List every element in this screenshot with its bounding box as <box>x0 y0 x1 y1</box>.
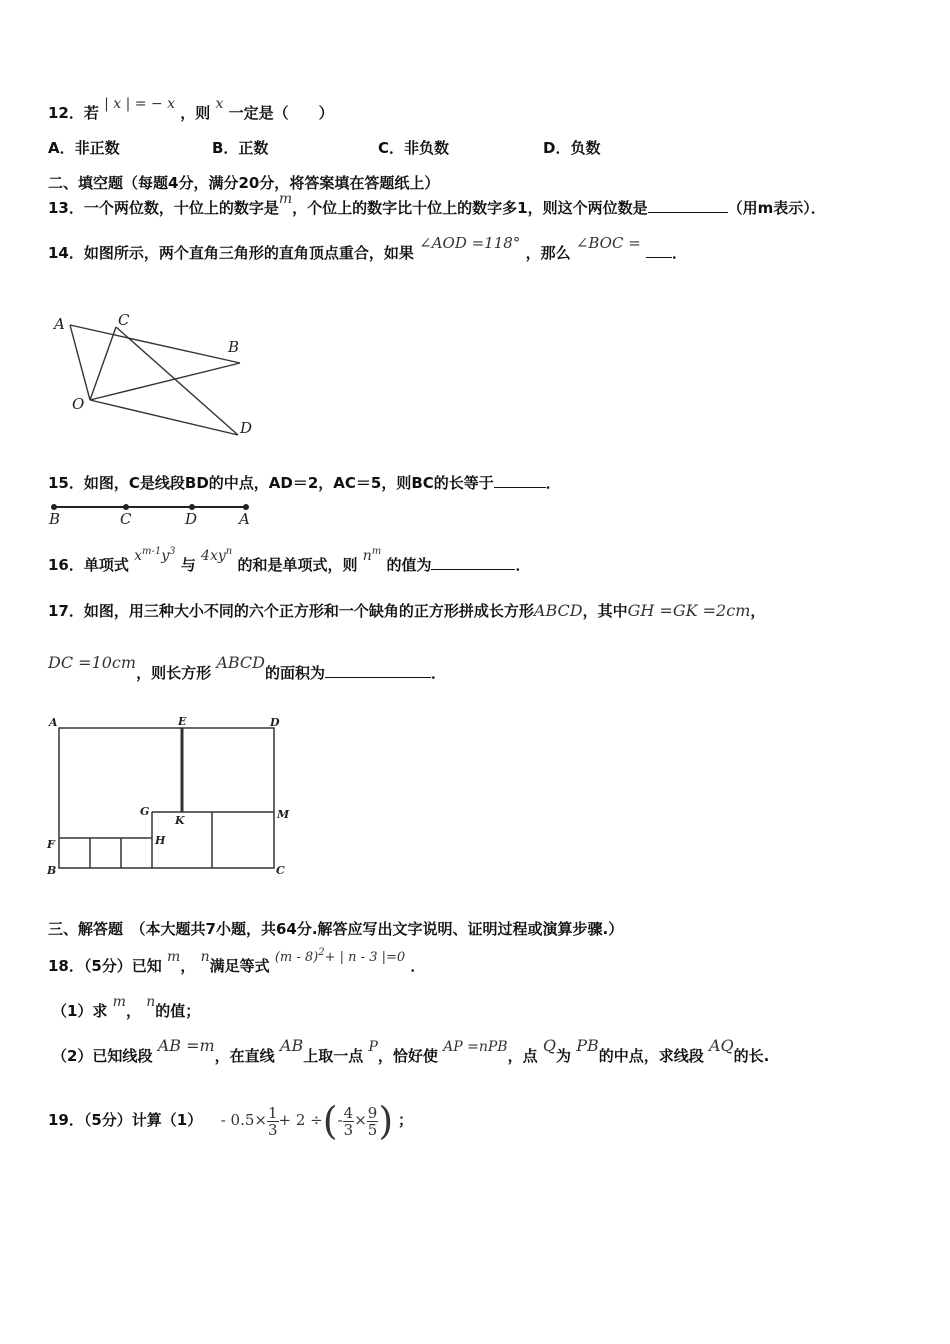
label-a: A <box>239 510 250 528</box>
p2-text-h: 的长. <box>733 1047 770 1065</box>
q12-mid: ，则 <box>180 104 211 122</box>
label-b: B <box>228 338 240 356</box>
expr-ab-m: AB =m <box>157 1036 215 1055</box>
label-b: B <box>49 510 61 528</box>
q19-stem <box>48 1098 413 1143</box>
numerator: 9 <box>367 1103 378 1122</box>
q17-part-e: 的面积为 <box>265 664 326 682</box>
label-k: K <box>175 814 185 827</box>
segment-ob <box>90 363 240 400</box>
label-c: C <box>276 864 285 877</box>
q17-stem-1 <box>48 600 765 621</box>
expr-minus: - <box>337 1111 343 1129</box>
q16-stem <box>48 546 531 575</box>
q18-stem <box>48 947 426 976</box>
abs-expression: | x | = − x <box>104 96 176 112</box>
label-d: D <box>270 716 280 729</box>
condition-dc: DC =10cm <box>48 653 137 672</box>
expr-plus-2-div: + 2 ÷ <box>278 1111 323 1129</box>
label-a: A <box>54 315 65 333</box>
label-h: H <box>155 834 166 847</box>
right-paren: ) <box>378 1099 394 1143</box>
segment-od <box>90 400 238 435</box>
q19-end: ； <box>397 1111 413 1129</box>
q15-stem <box>48 472 561 493</box>
p1-text-b: 的值； <box>155 1002 201 1020</box>
rect-outline <box>59 728 274 868</box>
fraction-9-5 <box>367 1105 379 1138</box>
q16-part-c: 的和是单项式，则 <box>237 556 358 574</box>
denominator: 5 <box>367 1120 378 1139</box>
var-x: x <box>215 96 224 112</box>
exp-n: n <box>225 546 233 557</box>
term-x: x <box>134 548 143 564</box>
q13-stem <box>48 191 826 218</box>
q18-end: ． <box>410 957 426 975</box>
eq-abs-part: + | n - 3 |=0 <box>324 950 406 965</box>
q15-end: ． <box>545 474 561 492</box>
q18-part-b: 满足等式 <box>209 957 270 975</box>
exp-3: 3 <box>169 546 176 557</box>
q14-part-b: ，那么 <box>525 244 571 262</box>
monomial-2 <box>201 548 232 564</box>
answer-blank[interactable] <box>431 557 515 570</box>
var-n: n <box>146 994 156 1010</box>
q18-part-1 <box>52 994 201 1021</box>
q18-part-2 <box>52 1036 770 1066</box>
separator: ， <box>180 957 196 975</box>
term-4xy: 4xy <box>201 548 226 564</box>
q15-text: 15．如图，C是线段BD的中点，AD＝2，AC＝5，则BC的长等于 <box>48 474 494 492</box>
q17-part-b: ，其中 <box>582 602 628 620</box>
p2-text-g: 的中点，求线段 <box>598 1047 704 1065</box>
p2-text-f: 为 <box>555 1047 571 1065</box>
segment-cd <box>116 327 238 435</box>
expr-aq: AQ <box>709 1036 734 1055</box>
rect-abcd-2: ABCD <box>216 653 265 672</box>
label-m: M <box>277 808 290 821</box>
q13-part-a: 13．一个两位数，十位上的数字是 <box>48 199 279 217</box>
expr-ab: AB <box>279 1036 304 1055</box>
fraction-4-3 <box>343 1105 355 1138</box>
expression <box>220 1099 398 1143</box>
answer-blank[interactable] <box>648 200 728 213</box>
expr-pb: PB <box>576 1036 599 1055</box>
q17-stem-2 <box>48 653 447 683</box>
q16-part-a: 16．单项式 <box>48 556 129 574</box>
expr-times: × <box>354 1111 367 1129</box>
q12-number: 12．若 <box>48 104 99 122</box>
condition-gh-gk: GH =GK =2cm <box>627 601 751 620</box>
p1-text-a: （1）求 <box>52 1002 108 1020</box>
denominator: 3 <box>267 1120 278 1139</box>
option-c: C．非负数 <box>378 139 450 157</box>
p2-text-d: ，恰好使 <box>377 1047 438 1065</box>
q17-part-d: ，则长方形 <box>136 664 212 682</box>
segment-ao <box>70 325 90 400</box>
angle-boc: ∠BOC = <box>575 234 641 252</box>
q12-tail: 一定是（ ） <box>228 104 334 122</box>
denominator: 3 <box>343 1120 354 1139</box>
option-d: D．负数 <box>543 139 601 157</box>
label-d: D <box>185 510 198 528</box>
figure-q15 <box>46 500 266 530</box>
section-3-heading: 三、解答题 （本大题共7小题，共64分.解答应写出文字说明、证明过程或演算步骤.） <box>48 920 624 938</box>
label-d: D <box>240 419 253 437</box>
section-2-heading: 二、填空题（每题4分，满分20分，将答案填在答题纸上） <box>48 174 440 192</box>
q17-part-a: 17．如图，用三种大小不同的六个正方形和一个缺角的正方形拼成长方形 <box>48 602 534 620</box>
segment-oc <box>90 327 116 400</box>
exp-m-1: m-1 <box>142 546 162 557</box>
fraction-1-3 <box>267 1105 279 1138</box>
var-m: m <box>167 949 181 965</box>
figure-q14 <box>48 305 268 445</box>
q16-end: ． <box>515 556 531 574</box>
q13-part-b: ，个位上的数字比十位上的数字多1，则这个两位数是 <box>292 199 648 217</box>
left-paren: ( <box>322 1099 338 1143</box>
q17-part-c: ， <box>750 602 766 620</box>
p2-text-b: ，在直线 <box>214 1047 275 1065</box>
numerator: 4 <box>343 1103 354 1122</box>
q12-stem <box>48 96 334 123</box>
q16-part-b: 与 <box>180 556 196 574</box>
power-n-m <box>363 548 382 564</box>
term-n: n <box>362 548 372 564</box>
answer-blank[interactable] <box>494 475 546 488</box>
equation <box>274 947 406 965</box>
segment-ab <box>70 325 240 363</box>
q18-part-a: 18．（5分）已知 <box>48 957 162 975</box>
q14-stem <box>48 234 688 263</box>
q19-part-a: 19．（5分）计算（1） <box>48 1111 203 1129</box>
var-m: m <box>112 994 126 1010</box>
monomial-1 <box>134 548 175 564</box>
expr-neg-half: - 0.5× <box>220 1111 267 1129</box>
separator: ， <box>125 1002 141 1020</box>
answer-blank[interactable] <box>325 665 431 678</box>
q17-end: ． <box>431 664 447 682</box>
label-c: C <box>118 311 130 329</box>
var-p: P <box>368 1039 378 1055</box>
eq-exponent: 2 <box>318 947 325 958</box>
rect-abcd: ABCD <box>533 601 583 620</box>
figure-q17 <box>44 712 294 882</box>
q14-part-c: ． <box>672 244 688 262</box>
label-f: F <box>47 838 55 851</box>
p2-text-c: 上取一点 <box>303 1047 364 1065</box>
answer-blank[interactable] <box>646 245 672 258</box>
q14-part-a: 14．如图所示，两个直角三角形的直角顶点重合，如果 <box>48 244 414 262</box>
numerator: 1 <box>267 1103 278 1122</box>
option-b: B．正数 <box>212 139 269 157</box>
q16-part-d: 的值为 <box>386 556 432 574</box>
var-n: n <box>200 949 210 965</box>
term-y: y <box>161 548 170 564</box>
p2-text-e: ，点 <box>507 1047 538 1065</box>
var-q: Q <box>542 1036 556 1055</box>
expr-ap-npb: AP =nPB <box>443 1039 508 1055</box>
var-m: m <box>278 191 293 207</box>
exp-m: m <box>371 546 382 557</box>
angle-aod: ∠AOD =118° <box>419 234 521 252</box>
eq-square-part: (m - 8) <box>274 950 319 965</box>
label-g: G <box>140 805 150 818</box>
label-a: A <box>49 716 58 729</box>
q13-part-c: （用m表示）． <box>727 199 826 217</box>
label-e: E <box>178 715 187 728</box>
label-c: C <box>120 510 132 528</box>
option-a: A．非正数 <box>48 139 120 157</box>
label-b: B <box>47 864 57 877</box>
p2-text-a: （2）已知线段 <box>52 1047 153 1065</box>
label-o: O <box>72 395 85 413</box>
